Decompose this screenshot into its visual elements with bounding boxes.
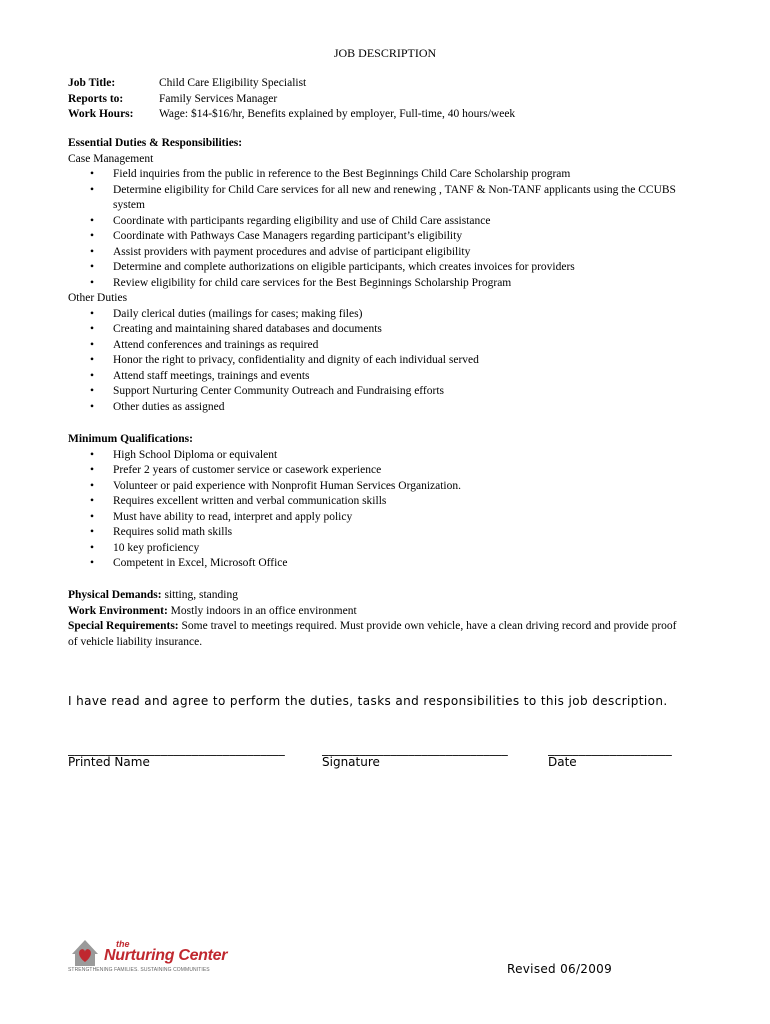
work-hours-row <box>68 107 515 123</box>
reports-to-value: Family Services Manager <box>159 92 278 105</box>
job-title-row <box>68 76 515 92</box>
list-item: • Support Nurturing Center Community Outreach and Fundraising efforts <box>68 384 708 400</box>
list-item: • Honor the right to privacy, confidentiality and dignity of each individual served <box>68 353 708 369</box>
signature-line[interactable]: ______________________________ <box>322 742 508 756</box>
requirements-section <box>68 588 680 650</box>
qualifications-heading: Minimum Qualifications: <box>68 433 193 445</box>
date-line[interactable]: ____________________ <box>548 742 672 756</box>
list-item: • 10 key proficiency <box>68 541 708 557</box>
agreement-statement: I have read and agree to perform the duties, tasks and responsibilities to this job description. <box>68 694 668 708</box>
work-environment-row <box>68 604 680 620</box>
work-environment-label: Work Environment: <box>68 604 168 617</box>
document-title: JOB DESCRIPTION <box>333 46 437 60</box>
list-item: • Daily clerical duties (mailings for cases; making files) <box>68 307 708 323</box>
job-meta <box>68 76 515 123</box>
reports-to-row <box>68 92 515 108</box>
case-management-label: Case Management <box>68 152 154 165</box>
logo-tagline: STRENGTHENING FAMILIES. SUSTAINING COMMUNITIES <box>68 967 210 973</box>
work-environment-value: Mostly indoors in an office environment <box>170 604 357 617</box>
date-label: Date <box>548 755 577 769</box>
list-item: • Coordinate with participants regarding eligibility and use of Child Care assistance <box>68 214 708 230</box>
list-item: • Attend staff meetings, trainings and events <box>68 369 708 385</box>
duties-section <box>68 136 708 415</box>
case-management-list <box>68 167 708 291</box>
list-item: • Volunteer or paid experience with Nonprofit Human Services Organization. <box>68 479 708 495</box>
list-item: • Determine and complete authorizations on eligible participants, which creates invoices for providers <box>68 260 708 276</box>
list-item: • High School Diploma or equivalent <box>68 448 708 464</box>
special-requirements-value: Some travel to meetings required. Must provide own vehicle, have a clean driving record and provide proof of vehicle liability insurance. <box>68 620 677 648</box>
list-item: • Assist providers with payment procedures and advise of participant eligibility <box>68 245 708 261</box>
list-item: • Must have ability to read, interpret and apply policy <box>68 510 708 526</box>
special-requirements-row <box>68 619 680 650</box>
other-duties-list <box>68 307 708 416</box>
qualifications-section <box>68 432 708 572</box>
list-item: • Competent in Excel, Microsoft Office <box>68 556 708 572</box>
job-title-value: Child Care Eligibility Specialist <box>159 77 307 89</box>
list-item: • Creating and maintaining shared databases and documents <box>68 322 708 338</box>
physical-demands-value: sitting, standing <box>164 589 238 601</box>
logo-name-text: Nurturing Center <box>104 947 228 964</box>
reports-to-label: Reports to: <box>68 92 124 105</box>
duties-heading: Essential Duties & Responsibilities: <box>68 137 243 149</box>
list-item: • Coordinate with Pathways Case Managers regarding participant’s eligibility <box>68 229 708 245</box>
work-hours-label: Work Hours: <box>68 108 134 120</box>
job-title-label: Job Title: <box>68 77 116 89</box>
list-item: • Attend conferences and trainings as required <box>68 338 708 354</box>
physical-demands-label: Physical Demands: <box>68 589 162 601</box>
other-duties-label: Other Duties <box>68 292 128 304</box>
list-item: • Review eligibility for child care services for the Best Beginnings Scholarship Program <box>68 276 708 292</box>
printed-name-line[interactable]: ___________________________________ <box>68 742 285 756</box>
work-hours-value: Wage: $14-$16/hr, Benefits explained by employer, Full-time, 40 hours/week <box>159 108 516 120</box>
signature-label: Signature <box>322 755 380 769</box>
qualifications-list <box>68 448 708 572</box>
special-requirements-label: Special Requirements: <box>68 620 179 632</box>
list-item: • Other duties as assigned <box>68 400 708 416</box>
printed-name-label: Printed Name <box>68 755 150 769</box>
list-item: • Requires solid math skills <box>68 525 708 541</box>
list-item: • Prefer 2 years of customer service or casework experience <box>68 463 708 479</box>
revised-date: Revised 06/2009 <box>507 962 613 976</box>
logo-small-text: the <box>116 939 130 949</box>
list-item: • Determine eligibility for Child Care services for all new and renewing , TANF & Non-TANF applicants using the CCUBS system <box>68 183 708 214</box>
list-item: • Field inquiries from the public in reference to the Best Beginnings Child Care Scholarship program <box>68 167 708 183</box>
physical-demands-row <box>68 588 680 604</box>
list-item: • Requires excellent written and verbal communication skills <box>68 494 708 510</box>
